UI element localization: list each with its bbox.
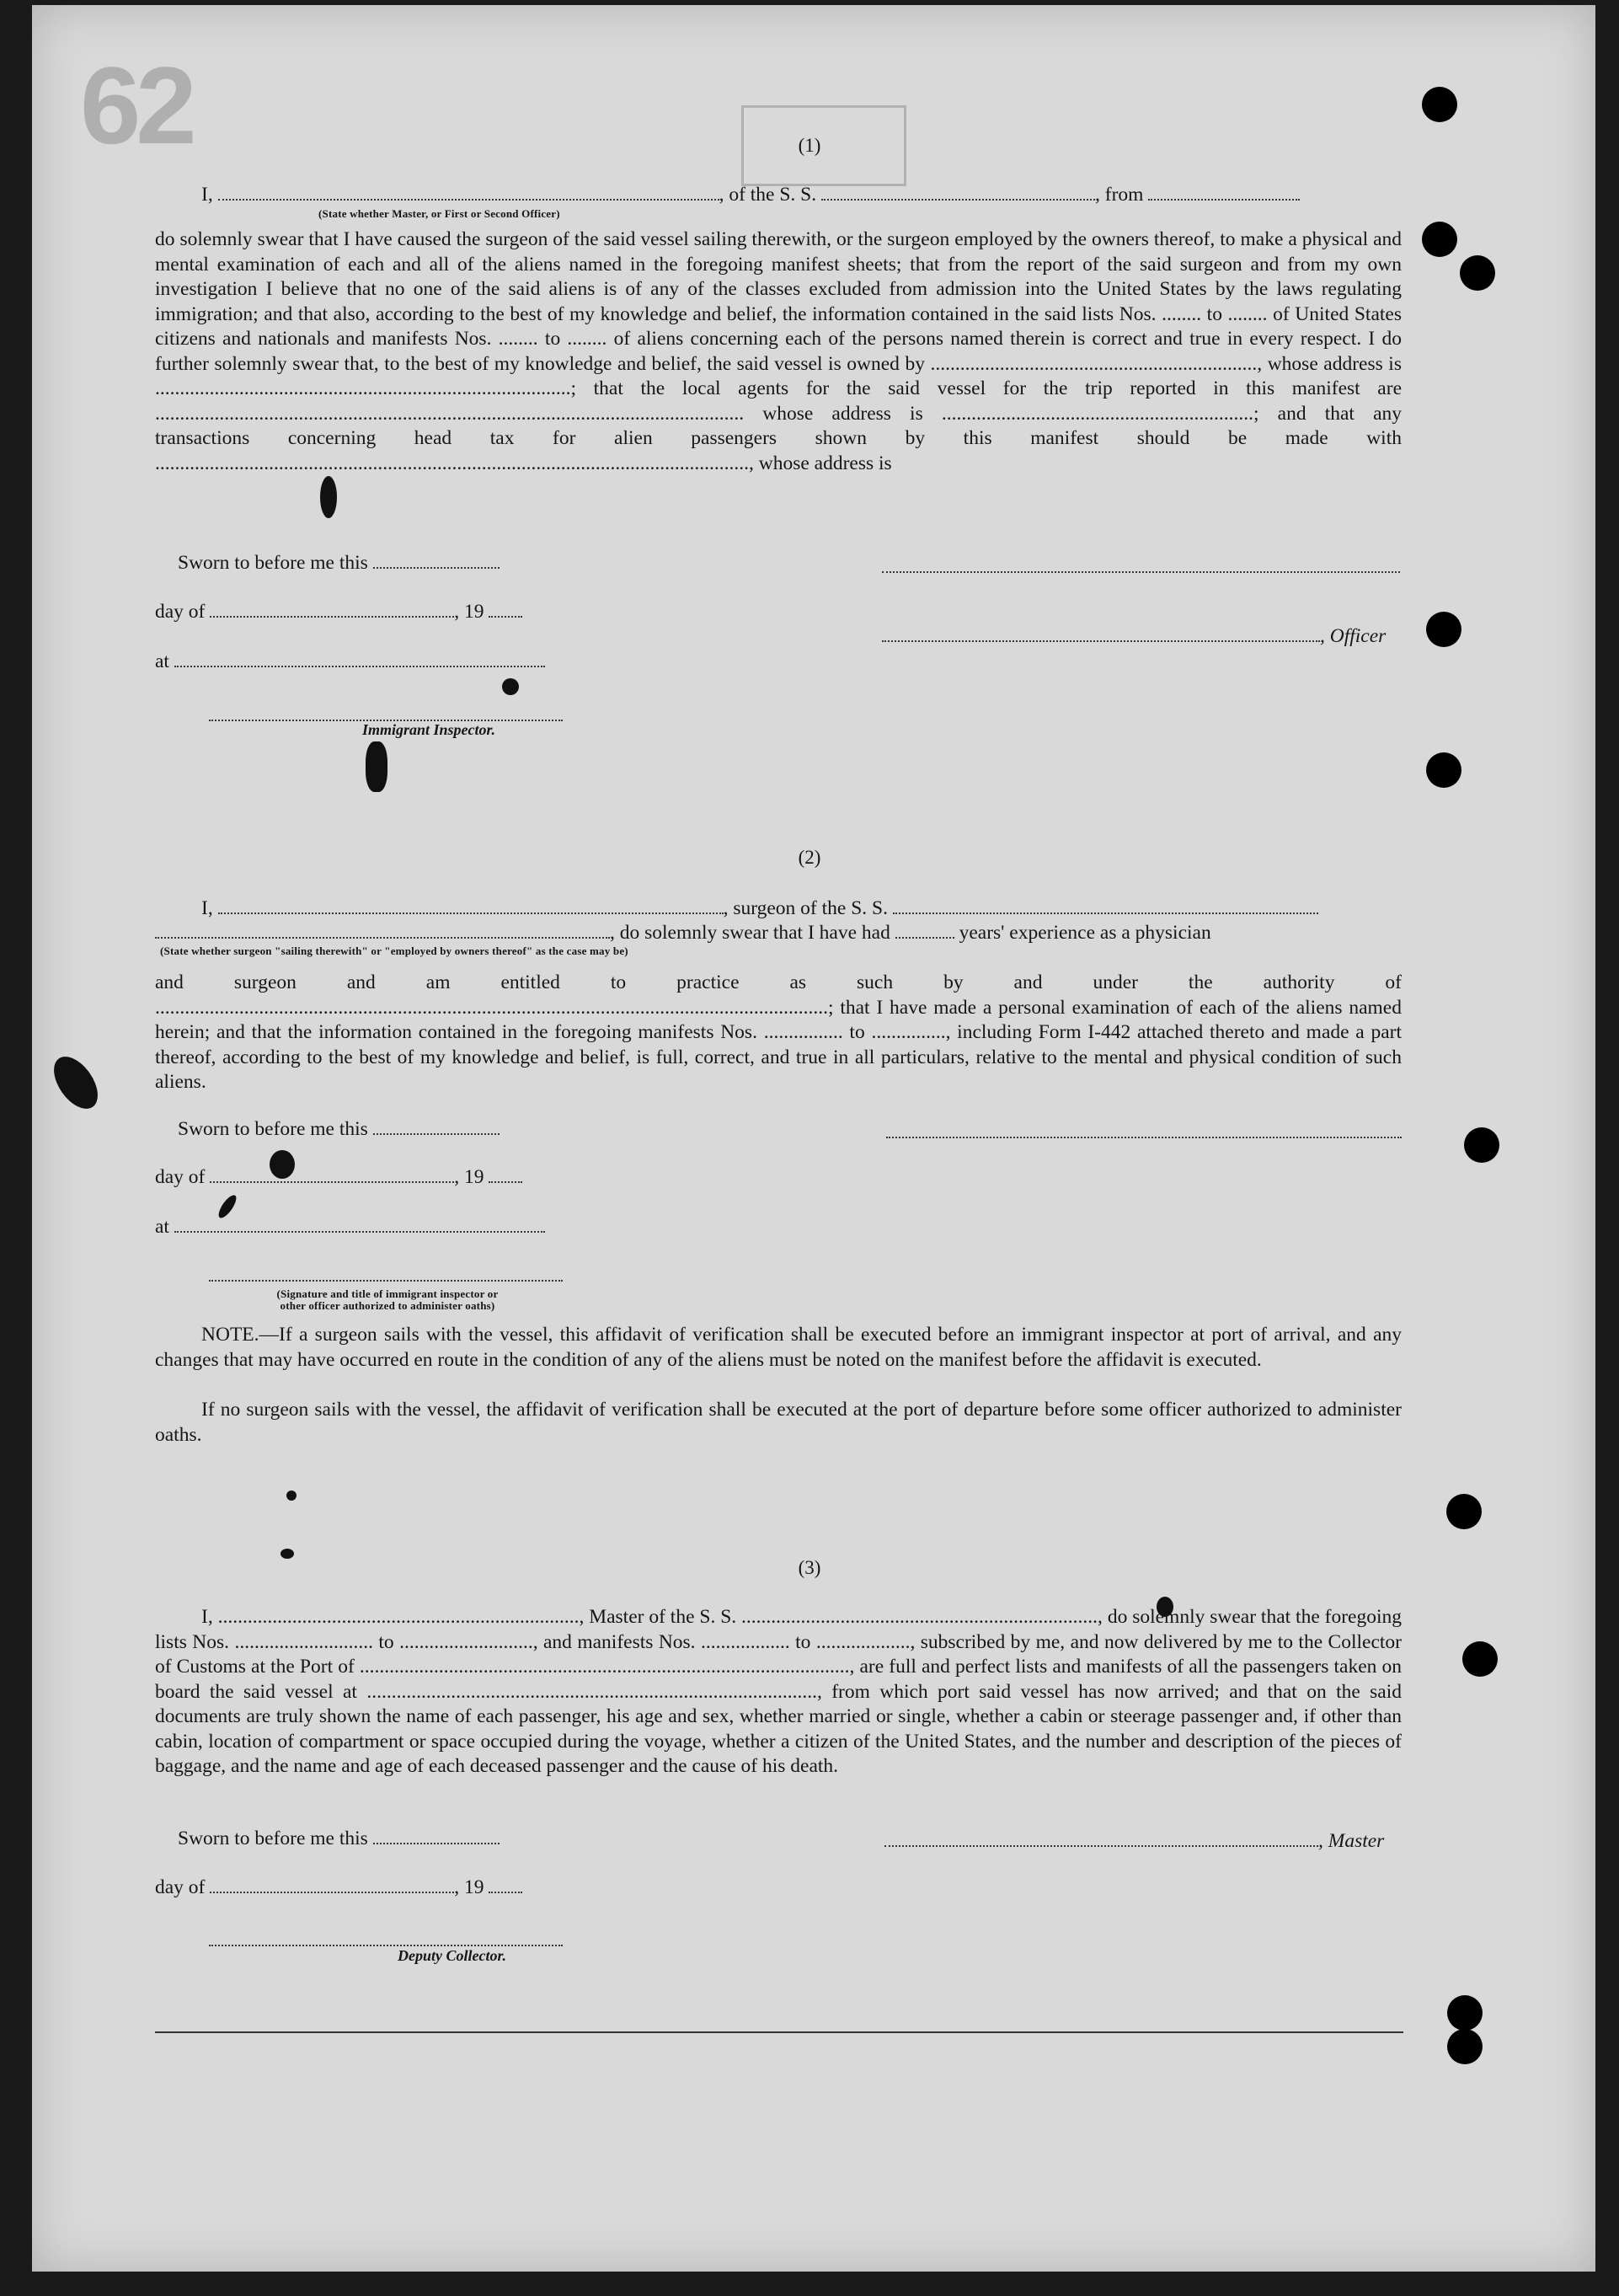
surgeon-name-field[interactable]	[218, 897, 724, 914]
section-1-day-line	[155, 601, 1402, 624]
year-field[interactable]	[489, 601, 522, 618]
section-3-label: (3)	[798, 1557, 821, 1578]
officer-signature-line[interactable]	[882, 570, 1400, 573]
sworn-date-field[interactable]	[373, 1828, 500, 1844]
section-1-opening-line	[155, 184, 1402, 206]
day-of-label: day of	[155, 1166, 206, 1188]
section-2-day-line	[155, 1166, 1402, 1189]
caption-line-1: (Signature and title of immigrant inspector or	[276, 1287, 499, 1300]
section-3-paragraph: I, ........................................................................., Master of the S. S. ........................................................................, do solemnly swear that the foregoing lists Nos. ............................ to ..........................., and manifests Nos. .................. to ..................., subscribed by me, and now delivered by me to the Collector of Customs at the Port of ..................................................................................................., are full and perfect lists and manifests of all the passengers taken on board the said vessel at ..........................................................................................., from which port said vessel has now arrived; and that on the said documents are truly shown the name of each passenger, his age and sex, whether married or single, whether a cabin or steerage passenger and, if other than cabin, location of compartment or space occupied during the voyage, whether a citizen of the United States, and the number and description of the pieces of baggage, and the name and age of each deceased passenger and the cause of his death.	[155, 1606, 1402, 1777]
at-field[interactable]	[174, 1216, 545, 1233]
section-2-caption: (State whether surgeon "sailing therewith" or "employed by owners thereof" as the case may be)	[160, 945, 628, 957]
master-line	[884, 1830, 1407, 1853]
year-label: , 19	[454, 601, 484, 623]
ink-blot	[320, 476, 337, 518]
surgeon-signature-line[interactable]	[886, 1135, 1402, 1138]
day-of-label: day of	[155, 601, 206, 623]
departure-port-field[interactable]	[1148, 184, 1300, 201]
section-2-paragraph: and surgeon and am entitled to practice as such by and under the authority of ........................................................................................................................................; that I have made a personal examination of each of the aliens named herein; and that the information contained in the foregoing manifests Nos. ................ to ..............., including Form I-442 attached thereto and made a part thereof, according to the best of my knowledge and belief, is full, correct, and true in all particulars, relative to the mental and physical condition of such aliens.	[155, 971, 1402, 1093]
officer-label: , Officer	[1320, 625, 1387, 647]
section-2-opening-line	[155, 897, 1402, 920]
sworn-date-field[interactable]	[373, 1118, 500, 1135]
officer-line	[882, 625, 1404, 648]
punch-hole	[1426, 752, 1461, 788]
swear-label: , do solemnly swear that I have had	[610, 922, 890, 944]
section-1-i: I,	[201, 184, 213, 206]
year-field[interactable]	[489, 1876, 522, 1893]
examiner-signature-line[interactable]	[209, 1278, 563, 1282]
master-signature-field[interactable]	[884, 1830, 1318, 1847]
punch-hole	[1447, 2029, 1483, 2064]
at-field[interactable]	[174, 650, 545, 667]
sworn-date-field[interactable]	[373, 552, 500, 569]
note-paragraph-1: NOTE.—If a surgeon sails with the vessel, this affidavit of verification shall be executed before an immigrant inspector at port of arrival, and any changes that may have occurred en route in the condition of any of the aliens must be noted on the manifest before the affidavit is executed.	[155, 1324, 1402, 1371]
at-label: at	[155, 1216, 169, 1238]
section-2-second-line	[155, 922, 1402, 945]
punch-hole	[1447, 1995, 1483, 2031]
punch-hole	[1422, 222, 1457, 257]
years-label: years' experience as a physician	[959, 922, 1211, 944]
examiner-signature-caption	[211, 1288, 564, 1312]
officer-rank-field[interactable]	[218, 184, 719, 201]
surgeon-of-label: , surgeon of the S. S.	[723, 897, 888, 919]
inspector-label: Immigrant Inspector.	[362, 721, 496, 738]
master-label: , Master	[1318, 1830, 1385, 1852]
deputy-signature-line[interactable]	[209, 1943, 563, 1946]
sworn-label: Sworn to before me this	[178, 1828, 368, 1849]
section-3-day-line	[155, 1876, 1402, 1899]
day-of-field[interactable]	[210, 1166, 454, 1183]
section-1-at-line	[155, 650, 1402, 673]
caption-line-2: other officer authorized to administer oaths)	[280, 1299, 495, 1312]
note-paragraph-2: If no surgeon sails with the vessel, the affidavit of verification shall be executed at the port of departure before some officer authorized to administer oaths.	[155, 1399, 1402, 1446]
punch-hole	[1464, 1127, 1499, 1163]
ink-blot	[366, 741, 387, 792]
section-1-paragraph: do solemnly swear that I have caused the surgeon of the said vessel sailing therewith, or the surgeon employed by the owners thereof, to make a physical and mental examination of each and all of the aliens named in the foregoing manifest sheets; that from the report of the said surgeon and from my own investigation I believe that no one of the said aliens is of any of the classes excluded from admission into the United States by the laws regulating immigration; and that also, according to the best of my knowledge and belief, the information contained in the said lists Nos. ........ to ........ of United States citizens and nationals and manifests Nos. ........ to ........ of aliens concerning each of the persons named therein is correct and true in every respect. I do further solemnly swear that, to the best of my knowledge and belief, the said vessel is owned by .................................................................., whose address is ....................................................................................; that the local agents for the said vessel for the trip reported in this manifest are ....................................................................................................................... whose address is ...............................................................; and that any transactions concerning head tax for alien passengers shown by this manifest should be made with ........................................................................................................................, whose address is	[155, 228, 1402, 474]
day-of-field[interactable]	[210, 601, 454, 618]
day-of-label: day of	[155, 1876, 206, 1898]
years-experience-field[interactable]	[895, 922, 954, 939]
ink-blot	[286, 1491, 297, 1501]
section-1-caption: (State whether Master, or First or Second Officer)	[318, 207, 560, 220]
surgeon-status-field[interactable]	[155, 922, 610, 939]
section-1-label: (1)	[798, 135, 821, 156]
section-1-ss-label: , of the S. S.	[719, 184, 817, 206]
sworn-label: Sworn to before me this	[178, 1118, 368, 1140]
year-label: , 19	[454, 1166, 484, 1188]
punch-hole	[1446, 1494, 1482, 1529]
bottom-rule	[155, 2031, 1403, 2033]
year-label: , 19	[454, 1876, 484, 1898]
ink-blot	[502, 678, 519, 695]
section-2-label: (2)	[798, 847, 821, 868]
section-1-from-label: , from	[1095, 184, 1144, 206]
sworn-label: Sworn to before me this	[178, 552, 368, 574]
deputy-label: Deputy Collector.	[398, 1947, 506, 1964]
vessel-name-field[interactable]	[821, 184, 1095, 201]
punch-hole	[1460, 255, 1495, 291]
at-label: at	[155, 650, 169, 672]
year-field[interactable]	[489, 1166, 522, 1183]
section-2-at-line	[155, 1216, 1402, 1239]
section-2-vessel-field[interactable]	[893, 897, 1318, 914]
punch-hole	[1462, 1641, 1498, 1677]
section-2-i: I,	[201, 897, 213, 919]
punch-hole	[1422, 87, 1457, 122]
day-of-field[interactable]	[210, 1876, 454, 1893]
punch-hole	[1426, 612, 1461, 647]
officer-signature-field[interactable]	[882, 625, 1320, 642]
bleed-through-form-number: 62	[80, 44, 192, 167]
